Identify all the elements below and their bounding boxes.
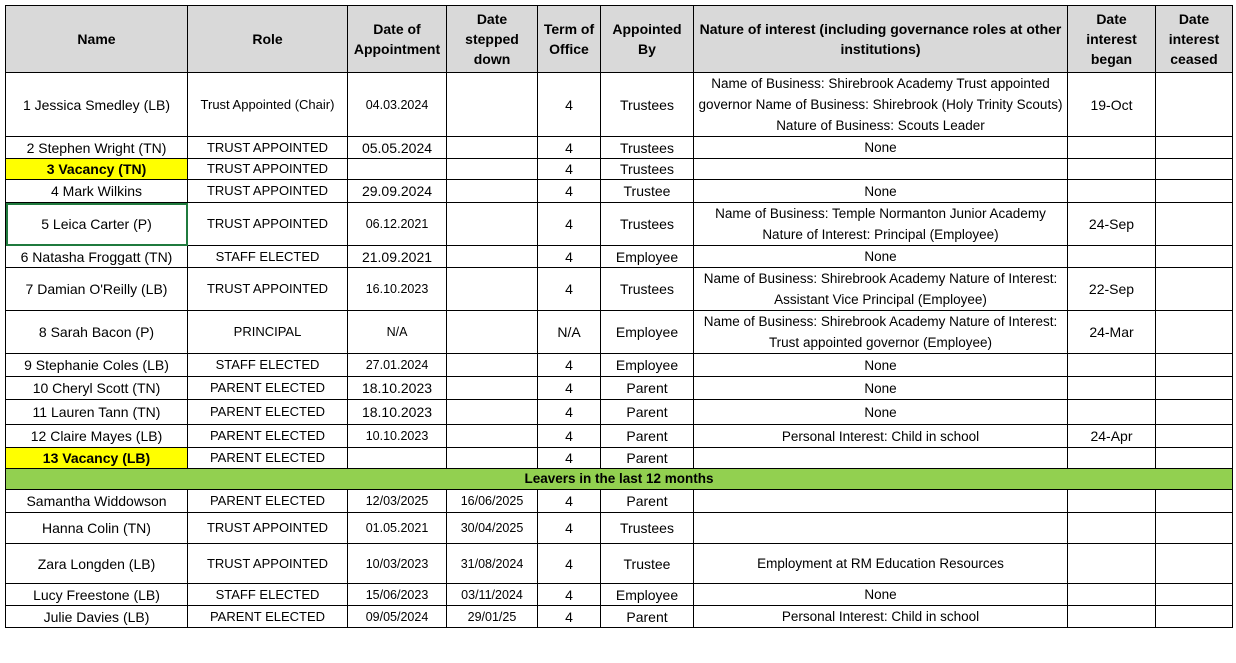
cell-date-stepped-down[interactable]: 03/11/2024 [447,584,538,606]
header-date-stepped-down[interactable]: Date stepped down [447,6,538,73]
cell-appointed-by[interactable]: Parent [601,425,694,448]
cell-appointed-by[interactable]: Parent [601,448,694,469]
cell-nature[interactable]: Name of Business: Shirebrook Academy Nature of Interest: Assistant Vice Principal (Employee) [694,268,1068,311]
cell-interest-ceased[interactable] [1156,137,1233,159]
cell-date-appointment[interactable]: 10/03/2023 [348,544,447,584]
cell-appointed-by[interactable]: Trustees [601,137,694,159]
cell-interest-began[interactable]: 22-Sep [1068,268,1156,311]
cell-interest-began[interactable] [1068,137,1156,159]
cell-role[interactable]: Trust Appointed (Chair) [188,73,348,137]
cell-term[interactable]: 4 [538,448,601,469]
cell-term[interactable]: 4 [538,425,601,448]
cell-interest-began[interactable] [1068,606,1156,628]
cell-appointed-by[interactable]: Trustees [601,268,694,311]
cell-name[interactable]: Zara Longden (LB) [6,544,188,584]
header-date-appointment[interactable]: Date of Appointment [348,6,447,73]
cell-term[interactable]: 4 [538,180,601,203]
cell-interest-began[interactable] [1068,400,1156,425]
table-row [6,159,1233,180]
cell-term[interactable]: 4 [538,584,601,606]
table-row [6,448,1233,469]
cell-name[interactable]: 4 Mark Wilkins [6,180,188,203]
cell-name[interactable]: Hanna Colin (TN) [6,513,188,544]
cell-nature[interactable]: None [694,377,1068,400]
cell-date-stepped-down[interactable]: 16/06/2025 [447,490,538,513]
cell-date-stepped-down[interactable] [447,246,538,268]
cell-interest-ceased[interactable] [1156,513,1233,544]
cell-name[interactable]: 7 Damian O'Reilly (LB) [6,268,188,311]
cell-date-stepped-down[interactable] [447,311,538,354]
cell-term[interactable]: 4 [538,513,601,544]
cell-term[interactable]: 4 [538,159,601,180]
table-row [6,513,1233,544]
table-row [6,377,1233,400]
cell-role[interactable]: TRUST APPOINTED [188,203,348,246]
header-appointed-by[interactable]: Appointed By [601,6,694,73]
cell-interest-began[interactable] [1068,544,1156,584]
cell-nature[interactable]: Personal Interest: Child in school [694,606,1068,628]
cell-role[interactable]: TRUST APPOINTED [188,137,348,159]
cell-name[interactable]: 11 Lauren Tann (TN) [6,400,188,425]
cell-interest-ceased[interactable] [1156,448,1233,469]
cell-date-stepped-down[interactable]: 29/01/25 [447,606,538,628]
cell-date-appointment[interactable]: 04.03.2024 [348,73,447,137]
cell-term[interactable]: 4 [538,606,601,628]
cell-name[interactable]: Samantha Widdowson [6,490,188,513]
header-row [6,6,1233,73]
cell-interest-ceased[interactable] [1156,311,1233,354]
cell-date-appointment[interactable]: 12/03/2025 [348,490,447,513]
cell-role[interactable]: PARENT ELECTED [188,490,348,513]
cell-appointed-by[interactable]: Trustees [601,73,694,137]
cell-role[interactable]: PARENT ELECTED [188,448,348,469]
cell-date-appointment[interactable]: 27.01.2024 [348,354,447,377]
cell-appointed-by[interactable]: Trustee [601,544,694,584]
cell-date-appointment[interactable]: 10.10.2023 [348,425,447,448]
cell-appointed-by[interactable]: Parent [601,606,694,628]
cell-date-stepped-down[interactable]: 30/04/2025 [447,513,538,544]
cell-nature[interactable] [694,513,1068,544]
cell-nature[interactable] [694,448,1068,469]
cell-appointed-by[interactable]: Trustees [601,159,694,180]
cell-date-appointment[interactable]: 16.10.2023 [348,268,447,311]
cell-term[interactable]: 4 [538,73,601,137]
cell-name[interactable]: Lucy Freestone (LB) [6,584,188,606]
cell-appointed-by[interactable]: Employee [601,354,694,377]
table-row [6,425,1233,448]
cell-interest-began[interactable] [1068,377,1156,400]
cell-interest-ceased[interactable] [1156,544,1233,584]
cell-appointed-by[interactable]: Parent [601,377,694,400]
table-row [6,490,1233,513]
cell-role[interactable]: STAFF ELECTED [188,354,348,377]
table-row [6,606,1233,628]
cell-date-appointment[interactable]: 18.10.2023 [348,400,447,425]
cell-name[interactable]: 1 Jessica Smedley (LB) [6,73,188,137]
cell-role[interactable]: PARENT ELECTED [188,606,348,628]
cell-role[interactable]: PRINCIPAL [188,311,348,354]
cell-name[interactable]: 9 Stephanie Coles (LB) [6,354,188,377]
cell-date-stepped-down[interactable] [447,268,538,311]
cell-interest-began[interactable]: 24-Apr [1068,425,1156,448]
cell-appointed-by[interactable]: Parent [601,400,694,425]
cell-date-stepped-down[interactable] [447,180,538,203]
section-row [6,469,1233,490]
cell-date-stepped-down[interactable] [447,425,538,448]
cell-date-appointment[interactable] [348,448,447,469]
cell-term[interactable]: 4 [538,268,601,311]
cell-nature[interactable]: Personal Interest: Child in school [694,425,1068,448]
cell-nature[interactable] [694,490,1068,513]
cell-date-appointment[interactable]: 18.10.2023 [348,377,447,400]
cell-term[interactable]: 4 [538,490,601,513]
cell-interest-began[interactable] [1068,246,1156,268]
cell-appointed-by[interactable]: Trustees [601,203,694,246]
cell-interest-ceased[interactable] [1156,425,1233,448]
cell-nature[interactable]: None [694,584,1068,606]
cell-interest-began[interactable] [1068,159,1156,180]
cell-interest-ceased[interactable] [1156,73,1233,137]
cell-date-stepped-down[interactable] [447,377,538,400]
header-name[interactable]: Name [6,6,188,73]
table-row [6,400,1233,425]
cell-appointed-by[interactable]: Trustees [601,513,694,544]
cell-term[interactable]: 4 [538,203,601,246]
table-row [6,203,1233,246]
table-row [6,354,1233,377]
cell-term[interactable]: N/A [538,311,601,354]
cell-name[interactable]: 10 Cheryl Scott (TN) [6,377,188,400]
cell-date-appointment[interactable]: 01.05.2021 [348,513,447,544]
cell-interest-began[interactable]: 24-Sep [1068,203,1156,246]
table-row [6,311,1233,354]
cell-interest-began[interactable] [1068,354,1156,377]
cell-date-stepped-down[interactable]: 31/08/2024 [447,544,538,584]
cell-date-stepped-down[interactable] [447,400,538,425]
cell-nature[interactable]: None [694,137,1068,159]
cell-nature[interactable] [694,159,1068,180]
cell-term[interactable]: 4 [538,400,601,425]
cell-date-appointment[interactable] [348,159,447,180]
header-interest-began[interactable]: Date interest began [1068,6,1156,73]
header-interest-ceased[interactable]: Date interest ceased [1156,6,1233,73]
cell-role[interactable]: TRUST APPOINTED [188,544,348,584]
cell-nature[interactable]: None [694,354,1068,377]
cell-interest-ceased[interactable] [1156,354,1233,377]
cell-interest-ceased[interactable] [1156,584,1233,606]
cell-appointed-by[interactable]: Parent [601,490,694,513]
cell-name-vacancy[interactable]: 3 Vacancy (TN) [6,159,188,180]
cell-role[interactable]: TRUST APPOINTED [188,180,348,203]
cell-interest-ceased[interactable] [1156,377,1233,400]
cell-role[interactable]: PARENT ELECTED [188,400,348,425]
cell-interest-ceased[interactable] [1156,490,1233,513]
cell-date-stepped-down[interactable] [447,73,538,137]
table-row [6,268,1233,311]
cell-role[interactable]: STAFF ELECTED [188,246,348,268]
cell-interest-ceased[interactable] [1156,180,1233,203]
cell-interest-ceased[interactable] [1156,606,1233,628]
table-row [6,137,1233,159]
cell-nature[interactable]: None [694,400,1068,425]
cell-term[interactable]: 4 [538,354,601,377]
cell-name-selected[interactable]: 5 Leica Carter (P) [6,203,188,246]
cell-role[interactable]: TRUST APPOINTED [188,513,348,544]
cell-date-stepped-down[interactable] [447,159,538,180]
governors-table [5,5,1233,628]
cell-role[interactable]: TRUST APPOINTED [188,159,348,180]
cell-date-appointment[interactable]: 21.09.2021 [348,246,447,268]
cell-date-appointment[interactable]: 09/05/2024 [348,606,447,628]
table-row [6,544,1233,584]
cell-date-appointment[interactable]: 06.12.2021 [348,203,447,246]
leavers-heading[interactable]: Leavers in the last 12 months [6,469,1233,490]
cell-interest-began[interactable] [1068,448,1156,469]
cell-interest-ceased[interactable] [1156,203,1233,246]
cell-role[interactable]: TRUST APPOINTED [188,268,348,311]
cell-name[interactable]: Julie Davies (LB) [6,606,188,628]
cell-nature[interactable]: None [694,246,1068,268]
cell-term[interactable]: 4 [538,544,601,584]
cell-term[interactable]: 4 [538,377,601,400]
cell-name[interactable]: 6 Natasha Froggatt (TN) [6,246,188,268]
cell-nature[interactable]: Name of Business: Shirebrook Academy Nature of Interest: Trust appointed governor (Employee) [694,311,1068,354]
table-row [6,180,1233,203]
table-row [6,584,1233,606]
cell-appointed-by[interactable]: Employee [601,584,694,606]
cell-interest-ceased[interactable] [1156,246,1233,268]
cell-name[interactable]: 8 Sarah Bacon (P) [6,311,188,354]
cell-date-appointment[interactable]: N/A [348,311,447,354]
header-role[interactable]: Role [188,6,348,73]
cell-nature[interactable]: Name of Business: Shirebrook Academy Trust appointed governor Name of Business: Shirebrook (Holy Trinity Scouts) Nature of Business: Scouts Leader [694,73,1068,137]
cell-interest-ceased[interactable] [1156,268,1233,311]
header-term[interactable]: Term of Office [538,6,601,73]
cell-name-vacancy[interactable]: 13 Vacancy (LB) [6,448,188,469]
cell-date-stepped-down[interactable] [447,354,538,377]
cell-interest-ceased[interactable] [1156,159,1233,180]
cell-interest-ceased[interactable] [1156,400,1233,425]
cell-date-appointment[interactable]: 05.05.2024 [348,137,447,159]
cell-interest-began[interactable] [1068,180,1156,203]
cell-nature[interactable]: Name of Business: Temple Normanton Junior Academy Nature of Interest: Principal (Employee) [694,203,1068,246]
cell-date-stepped-down[interactable] [447,448,538,469]
cell-interest-began[interactable] [1068,513,1156,544]
cell-term[interactable]: 4 [538,246,601,268]
cell-appointed-by[interactable]: Trustee [601,180,694,203]
cell-name[interactable]: 2 Stephen Wright (TN) [6,137,188,159]
cell-interest-began[interactable] [1068,490,1156,513]
cell-name[interactable]: 12 Claire Mayes (LB) [6,425,188,448]
cell-role[interactable]: PARENT ELECTED [188,377,348,400]
cell-interest-began[interactable] [1068,584,1156,606]
cell-date-appointment[interactable]: 29.09.2024 [348,180,447,203]
header-nature[interactable]: Nature of interest (including governance roles at other institutions) [694,6,1068,73]
cell-term[interactable]: 4 [538,137,601,159]
cell-role[interactable]: STAFF ELECTED [188,584,348,606]
cell-appointed-by[interactable]: Employee [601,311,694,354]
cell-date-stepped-down[interactable] [447,203,538,246]
cell-date-stepped-down[interactable] [447,137,538,159]
cell-nature[interactable]: Employment at RM Education Resources [694,544,1068,584]
table-row [6,73,1233,137]
cell-nature[interactable]: None [694,180,1068,203]
cell-role[interactable]: PARENT ELECTED [188,425,348,448]
cell-interest-began[interactable]: 19-Oct [1068,73,1156,137]
table-row [6,246,1233,268]
cell-date-appointment[interactable]: 15/06/2023 [348,584,447,606]
cell-interest-began[interactable]: 24-Mar [1068,311,1156,354]
cell-appointed-by[interactable]: Employee [601,246,694,268]
